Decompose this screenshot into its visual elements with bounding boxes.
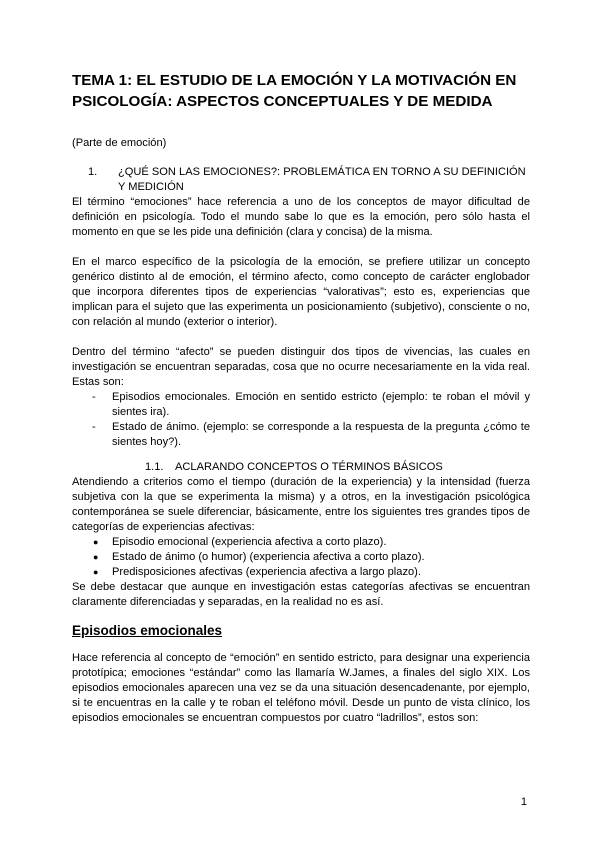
paragraph-afecto: En el marco específico de la psicología de la emoción, se prefiere utilizar un concepto genérico distinto al de emoción, el término afecto, como concepto de carácter englobador que incorpora diferentes tipos de experiencias “valorativas”; esto es, experiencias que implican para el sujeto que las experimenta un posicionamiento (subjetivo), consciente o no, con relación al mundo (exterior o interior). [72, 256, 530, 328]
paragraph-destacar: Se debe destacar que aunque en investigación estas categorías afectivas se encuentran claramente diferenciadas y separadas, en la realidad no es así. [72, 581, 530, 608]
section-1-1-heading [72, 460, 530, 475]
bullet-list [72, 535, 530, 580]
dash-list [72, 390, 530, 450]
paragraph-episodios: Hace referencia al concepto de “emoción” en sentido estricto, para designar una experiencia prototípica; emociones “estándar” como las llamaría W.James, a finales del siglo XIX. Los episodios emocionales aparecen una vez se da una situación desencadenante, por ejemplo, si te encuentras en la calle y te roban el teléfono móvil. Desde un punto de vista clínico, los episodios emocionales se encuentran compuestos por cuatro “ladrillos”, estos son: [72, 652, 530, 725]
page-number: 1 [520, 796, 527, 808]
paragraph-vivencias: Dentro del término “afecto” se pueden distinguir dos tipos de vivencias, las cuales en investigación se encuentran separadas, cosa que no ocurre necesariamente en la vida real. Estas son: [72, 346, 530, 388]
paragraph-criterios: Atendiendo a criterios como el tiempo (duración de la experiencia) y la intensidad (fuerza subjetiva con la que se experimenta la misma) y a otros, en la investigación psicológica contemporánea se suele diferenciar, básicamente, entre los siguientes tres grandes tipos de categorías de experiencias afectivas: [72, 476, 530, 533]
section-1-title: ¿QUÉ SON LAS EMOCIONES?: PROBLEMÁTICA EN TORNO A SU DEFINICIÓN Y MEDICIÓN [118, 166, 526, 193]
list-item: ● Predisposiciones afectivas (experiencia afectiva a largo plazo). [72, 565, 530, 580]
list-item: ● Estado de ánimo (o humor) (experiencia afectiva a corto plazo). [72, 550, 530, 565]
section-1-1-number: 1.1. [145, 461, 164, 473]
section-1-heading [72, 165, 530, 195]
section-1-number: 1. [88, 166, 98, 178]
list-item: - Estado de ánimo. (ejemplo: se corresponde a la respuesta de la pregunta ¿cómo te sientes hoy?). [72, 420, 530, 450]
list-item: ● Episodio emocional (experiencia afectiva a corto plazo). [72, 535, 530, 550]
subtitle: (Parte de emoción) [72, 137, 167, 149]
section-1-1-title: ACLARANDO CONCEPTOS O TÉRMINOS BÁSICOS [175, 461, 443, 473]
paragraph-definition: El término “emociones” hace referencia a uno de los conceptos de mayor dificultad de definición en psicología. Todo el mundo sabe lo que es la emoción, pero sólo hasta el momento en que se les pide una definición (clara y concisa) de la misma. [72, 196, 530, 238]
list-item: - Episodios emocionales. Emoción en sentido estricto (ejemplo: te roban el móvil y sientes ira). [72, 390, 530, 420]
document-title: TEMA 1: EL ESTUDIO DE LA EMOCIÓN Y LA MOTIVACIÓN EN PSICOLOGÍA: ASPECTOS CONCEPTUALES Y DE MEDIDA [72, 72, 517, 110]
episodios-heading: Episodios emocionales [72, 623, 223, 638]
